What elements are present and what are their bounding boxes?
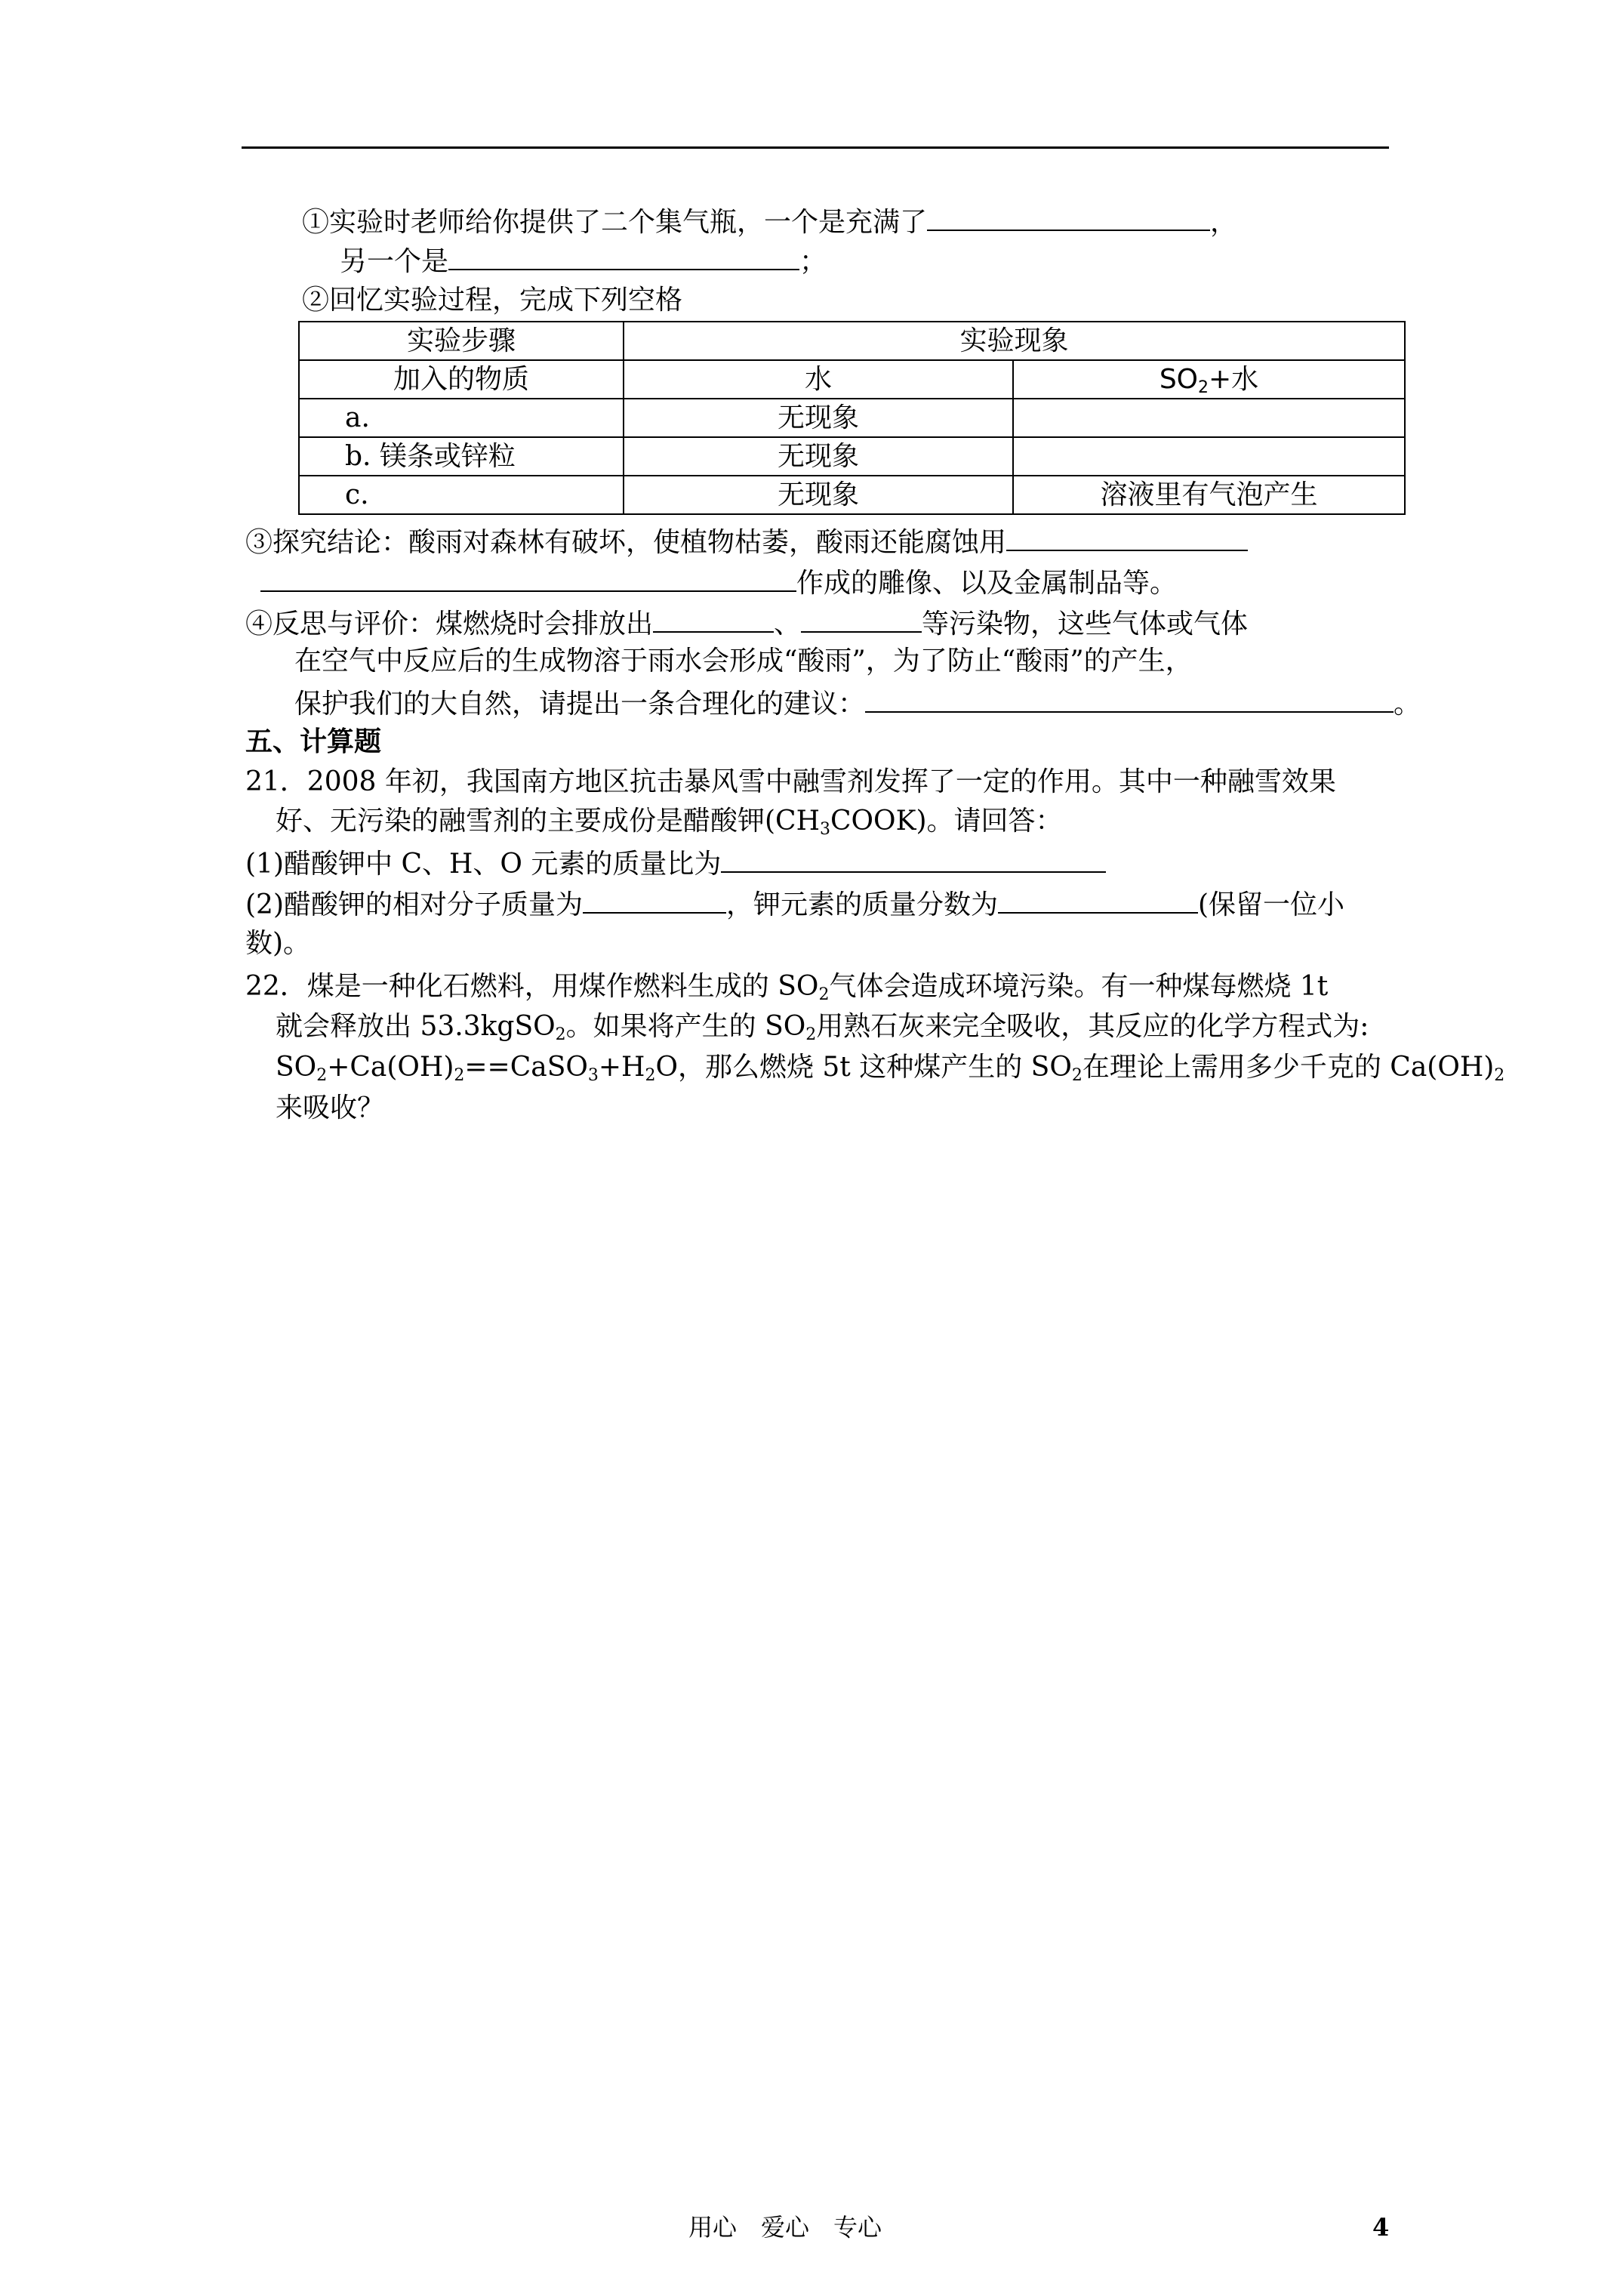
header-rule <box>242 146 1389 149</box>
table-cell-water: 无现象 <box>624 399 1013 437</box>
q22-line2: 就会释放出 53.3kgSO$_2$。如果将产生的 $SO_2$用熟石灰来完全吸收，其反应的化学方程式为: <box>276 1011 1369 1044</box>
q20-part3-line2: 作成的雕像、以及金属制品等。 <box>260 563 1177 602</box>
answer-blank-mass-fraction[interactable] <box>998 885 1198 914</box>
q21-part2-line2: 数)。 <box>245 928 311 959</box>
q21-part2-line1: (2)醋酸钾的相对分子质量为 ，钾元素的质量分数为 (保留一位小 <box>245 885 1344 923</box>
footer-motto: 用心 爱心 专心 <box>688 2213 882 2242</box>
q22-line4: 来吸收？ <box>276 1093 385 1123</box>
answer-blank-material-cont[interactable] <box>260 563 796 592</box>
q20-part4-line1: ④反思与评价：煤燃烧时会排放出 、 等污染物，这些气体或气体 <box>245 604 1248 643</box>
q22-line1: 22．煤是一种化石燃料，用煤作燃料生成的 $SO_2$气体会造成环境污染。有一种煤每燃烧 1t <box>245 971 1329 1004</box>
table-row <box>299 476 1405 514</box>
q20-part4-line3: 保护我们的大自然，请提出一条合理化的建议： 。 <box>294 684 1421 723</box>
table-header-phenomena: 实验现象 <box>624 322 1405 360</box>
q20-part1-line1: ①实验时老师给你提供了二个集气瓶，一个是充满了 ， <box>302 202 1237 241</box>
answer-blank-pollutant-2[interactable] <box>801 604 922 633</box>
q20-part1-line2: 另一个是 ； <box>340 242 827 280</box>
q20-part3-line1: ③探究结论：酸雨对森林有破坏，使植物枯萎，酸雨还能腐蚀用 <box>245 522 1248 561</box>
table-cell-so2: 溶液里有气泡产生 <box>1013 476 1405 514</box>
q21-part1: (1)醋酸钾中 C、H、O 元素的质量比为 <box>245 844 1106 883</box>
q20-part2-title: ②回忆实验过程，完成下列空格 <box>302 285 683 316</box>
table-row <box>299 322 1405 360</box>
q22-line3-equation: $SO_2+Ca(OH)_2==CaSO_3+H_2O$，那么燃烧 5t 这种煤产生的 $SO_2$在理论上需用多少千克的 $Ca(OH)_2$ <box>276 1052 1505 1085</box>
table-row <box>299 399 1405 437</box>
answer-blank-gas-2[interactable] <box>448 242 799 270</box>
answer-blank-gas-1[interactable] <box>927 202 1210 231</box>
answer-blank-molecular-mass[interactable] <box>583 885 726 914</box>
answer-blank-material[interactable] <box>1006 522 1248 551</box>
table-header-so2-water: $SO_2+$水 <box>1013 360 1405 399</box>
table-row <box>299 437 1405 476</box>
table-cell-so2[interactable] <box>1013 437 1405 476</box>
table-header-water: 水 <box>624 360 1013 399</box>
table-header-substance: 加入的物质 <box>299 360 624 399</box>
q20-part4-line2: 在空气中反应后的生成物溶于雨水会形成“酸雨”，为了防止“酸雨”的产生， <box>294 646 1193 676</box>
table-cell-water: 无现象 <box>624 476 1013 514</box>
q20-part1-text: ①实验时老师给你提供了二个集气瓶，一个是充满了 <box>302 207 928 238</box>
table-cell-so2[interactable] <box>1013 399 1405 437</box>
q21-line1: 21．2008 年初，我国南方地区抗击暴风雪中融雪剂发挥了一定的作用。其中一种融雪效果 <box>245 766 1336 797</box>
table-row <box>299 360 1405 399</box>
table-cell-water: 无现象 <box>624 437 1013 476</box>
q21-line2: 好、无污染的融雪剂的主要成份是醋酸钾$(CH_3COOK)$。请回答： <box>276 806 1063 839</box>
answer-blank-suggestion[interactable] <box>865 684 1394 713</box>
section-title: 五、计算题 <box>245 726 382 757</box>
table-cell-step: c. <box>299 476 624 514</box>
experiment-table <box>298 321 1406 515</box>
answer-blank-mass-ratio[interactable] <box>721 844 1106 873</box>
table-header-steps: 实验步骤 <box>299 322 624 360</box>
page-number: 4 <box>1372 2213 1390 2242</box>
answer-blank-pollutant-1[interactable] <box>653 604 774 633</box>
table-cell-step: b. 镁条或锌粒 <box>299 437 624 476</box>
table-cell-step: a. <box>299 399 624 437</box>
